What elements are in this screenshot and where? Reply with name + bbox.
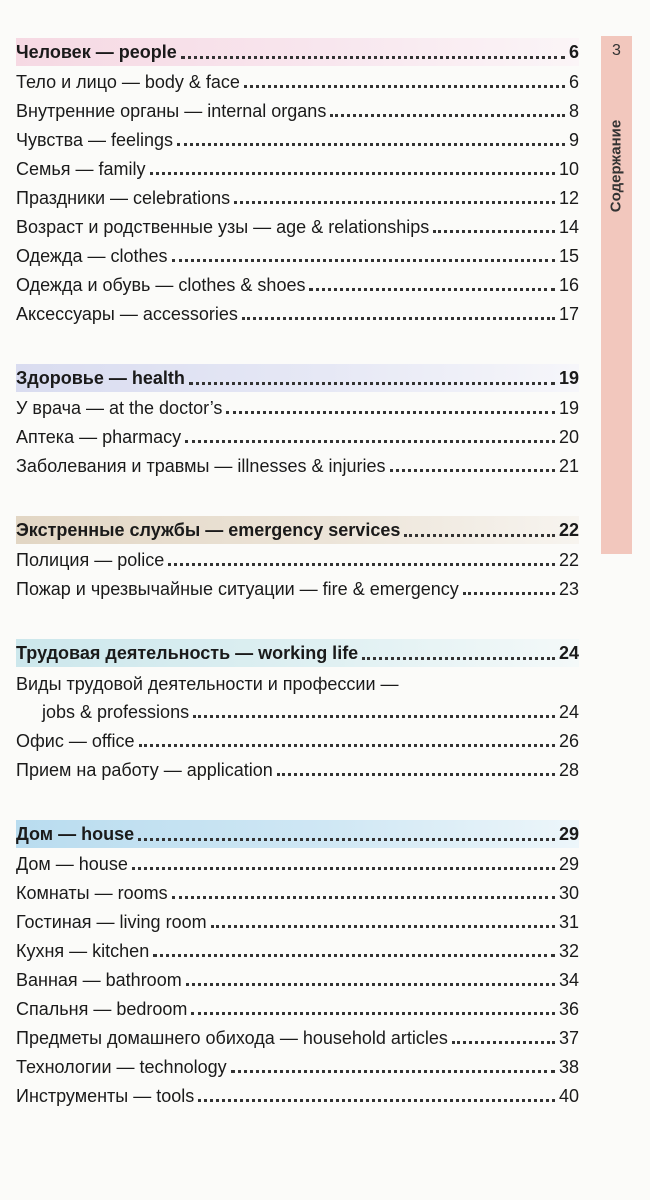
- contents-side-tab: [601, 36, 632, 554]
- dot-leader: [139, 744, 555, 747]
- toc-entry-title: Комнаты — rooms: [16, 883, 168, 903]
- toc-entry-title: Тело и лицо — body & face: [16, 72, 240, 92]
- toc-entry[interactable]: [16, 269, 579, 298]
- dot-leader: [390, 469, 555, 472]
- toc-entry-title: Технологии — technology: [16, 1057, 227, 1077]
- toc-entry[interactable]: [16, 544, 579, 573]
- toc-entry-page: 28: [558, 760, 579, 780]
- dot-leader: [330, 114, 565, 117]
- dot-leader: [234, 201, 555, 204]
- dot-leader: [138, 838, 555, 841]
- toc-entry-page: 21: [558, 456, 579, 476]
- toc-heading-page: 19: [558, 368, 579, 388]
- toc-heading-page: 22: [558, 520, 579, 540]
- toc-entry[interactable]: [16, 725, 579, 754]
- dot-leader: [177, 143, 565, 146]
- dot-leader: [198, 1099, 555, 1102]
- toc-entry-title-line1: Виды трудовой деятельности и профессии —: [16, 674, 399, 694]
- toc-entry[interactable]: [16, 450, 579, 479]
- toc-entry-page: 29: [558, 854, 579, 874]
- toc-section-people: [16, 38, 579, 327]
- toc-entry[interactable]: [16, 240, 579, 269]
- dot-leader: [404, 534, 555, 537]
- toc-entry[interactable]: [16, 153, 579, 182]
- toc-entry-title: Пожар и чрезвычайные ситуации — fire & emergency: [16, 579, 459, 599]
- toc-section-working-life: [16, 639, 579, 783]
- toc-heading-title: Дом — house: [16, 824, 135, 844]
- toc-entry[interactable]: [16, 1080, 579, 1109]
- toc-entry-page: 8: [568, 101, 579, 121]
- toc-entry-line1[interactable]: [16, 667, 579, 696]
- toc-section-heading[interactable]: [16, 364, 579, 392]
- toc-entry[interactable]: [16, 848, 579, 877]
- toc-entry-page: 6: [568, 72, 579, 92]
- toc-entry[interactable]: [16, 935, 579, 964]
- dot-leader: [153, 954, 555, 957]
- toc-entry[interactable]: [16, 392, 579, 421]
- dot-leader: [191, 1012, 555, 1015]
- dot-leader: [189, 382, 555, 385]
- dot-leader: [309, 288, 555, 291]
- dot-leader: [186, 983, 555, 986]
- dot-leader: [433, 230, 555, 233]
- dot-leader: [172, 896, 555, 899]
- toc-entry[interactable]: [16, 754, 579, 783]
- toc-section-heading[interactable]: [16, 639, 579, 667]
- toc-entry-page: 24: [558, 702, 579, 722]
- toc-entry-title: Офис — office: [16, 731, 135, 751]
- dot-leader: [452, 1041, 555, 1044]
- toc-entry-page: 10: [558, 159, 579, 179]
- dot-leader: [244, 85, 565, 88]
- toc-entry-page: 15: [558, 246, 579, 266]
- toc-heading-page: 24: [558, 643, 579, 663]
- toc-entry-title: Аптека — pharmacy: [16, 427, 182, 447]
- toc-entry[interactable]: [16, 1022, 579, 1051]
- toc-entry[interactable]: [16, 696, 579, 725]
- toc-entry-title: Инструменты — tools: [16, 1086, 195, 1106]
- toc-entry-title: Одежда — clothes: [16, 246, 168, 266]
- toc-entry-title: Полиция — police: [16, 550, 165, 570]
- toc-entry[interactable]: [16, 993, 579, 1022]
- toc-section-health: [16, 364, 579, 479]
- dot-leader: [211, 925, 555, 928]
- toc-entry-page: 22: [558, 550, 579, 570]
- toc-entry[interactable]: [16, 124, 579, 153]
- toc-entry-title: Чувства — feelings: [16, 130, 174, 150]
- toc-entry-title: Ванная — bathroom: [16, 970, 182, 990]
- toc-heading-title: Здоровье — health: [16, 368, 185, 388]
- toc-section-heading[interactable]: [16, 516, 579, 544]
- toc-heading-title: Экстренные службы — emergency services: [16, 520, 401, 540]
- toc-entry-page: 14: [558, 217, 579, 237]
- toc-entry-page: 31: [558, 912, 579, 932]
- dot-leader: [132, 867, 555, 870]
- toc-entry[interactable]: [16, 298, 579, 327]
- toc-entry-title: Кухня — kitchen: [16, 941, 150, 961]
- toc-entry[interactable]: [16, 964, 579, 993]
- toc-entry[interactable]: [16, 95, 579, 124]
- toc-entry-title: Аксессуары — accessories: [16, 304, 238, 324]
- toc-entry-page: 12: [558, 188, 579, 208]
- dot-leader: [193, 715, 555, 718]
- toc-entry-title: Праздники — celebrations: [16, 188, 231, 208]
- dot-leader: [150, 172, 555, 175]
- toc-entry-page: 37: [558, 1028, 579, 1048]
- toc-entry-title: Предметы домашнего обихода — household articles: [16, 1028, 448, 1048]
- toc-entry-page: 34: [558, 970, 579, 990]
- toc-entry-page: 32: [558, 941, 579, 961]
- dot-leader: [231, 1070, 555, 1073]
- dot-leader: [242, 317, 555, 320]
- toc-entry-title: Спальня — bedroom: [16, 999, 188, 1019]
- toc-section-house: [16, 820, 579, 1109]
- toc-entry-page: 16: [558, 275, 579, 295]
- toc-entry-title: Одежда и обувь — clothes & shoes: [16, 275, 306, 295]
- toc-entry-page: 38: [558, 1057, 579, 1077]
- side-tab-title: Содержание: [607, 119, 625, 213]
- toc-entry-title: Семья — family: [16, 159, 146, 179]
- toc-entry-page: 40: [558, 1086, 579, 1106]
- toc-section-emergency: [16, 516, 579, 602]
- toc-heading-page: 6: [568, 42, 579, 62]
- toc-entry-title: Прием на работу — application: [16, 760, 273, 780]
- dot-leader: [463, 592, 555, 595]
- toc-entry-page: 17: [558, 304, 579, 324]
- toc-entry-page: 9: [568, 130, 579, 150]
- toc-heading-title: Человек — people: [16, 42, 177, 62]
- toc-heading-page: 29: [558, 824, 579, 844]
- toc-entry-page: 30: [558, 883, 579, 903]
- toc-heading-title: Трудовая деятельность — working life: [16, 643, 359, 663]
- dot-leader: [172, 259, 555, 262]
- toc-entry-title: Гостиная — living room: [16, 912, 207, 932]
- table-of-contents: [16, 38, 579, 1146]
- toc-entry-page: 19: [558, 398, 579, 418]
- toc-entry[interactable]: [16, 1051, 579, 1080]
- toc-section-heading[interactable]: [16, 820, 579, 848]
- toc-entry-page: 36: [558, 999, 579, 1019]
- toc-entry-page: 23: [558, 579, 579, 599]
- dot-leader: [168, 563, 555, 566]
- toc-entry[interactable]: [16, 421, 579, 450]
- toc-entry[interactable]: [16, 182, 579, 211]
- toc-entry-title: Дом — house: [16, 854, 128, 874]
- toc-entry[interactable]: [16, 211, 579, 240]
- toc-entry-title: jobs & professions: [42, 702, 190, 722]
- page-number: 3: [612, 42, 621, 59]
- toc-entry-page: 26: [558, 731, 579, 751]
- toc-section-heading[interactable]: [16, 38, 579, 66]
- dot-leader: [277, 773, 555, 776]
- toc-entry[interactable]: [16, 877, 579, 906]
- toc-entry-title: Возраст и родственные узы — age & relationships: [16, 217, 430, 237]
- toc-entry[interactable]: [16, 573, 579, 602]
- dot-leader: [181, 56, 565, 59]
- toc-entry-title: У врача — at the doctor’s: [16, 398, 223, 418]
- toc-entry-page: 20: [558, 427, 579, 447]
- toc-entry-title: Внутренние органы — internal organs: [16, 101, 327, 121]
- dot-leader: [362, 657, 555, 660]
- toc-entry[interactable]: [16, 906, 579, 935]
- toc-entry[interactable]: [16, 66, 579, 95]
- dot-leader: [185, 440, 555, 443]
- dot-leader: [226, 411, 555, 414]
- toc-entry-title: Заболевания и травмы — illnesses & injuries: [16, 456, 386, 476]
